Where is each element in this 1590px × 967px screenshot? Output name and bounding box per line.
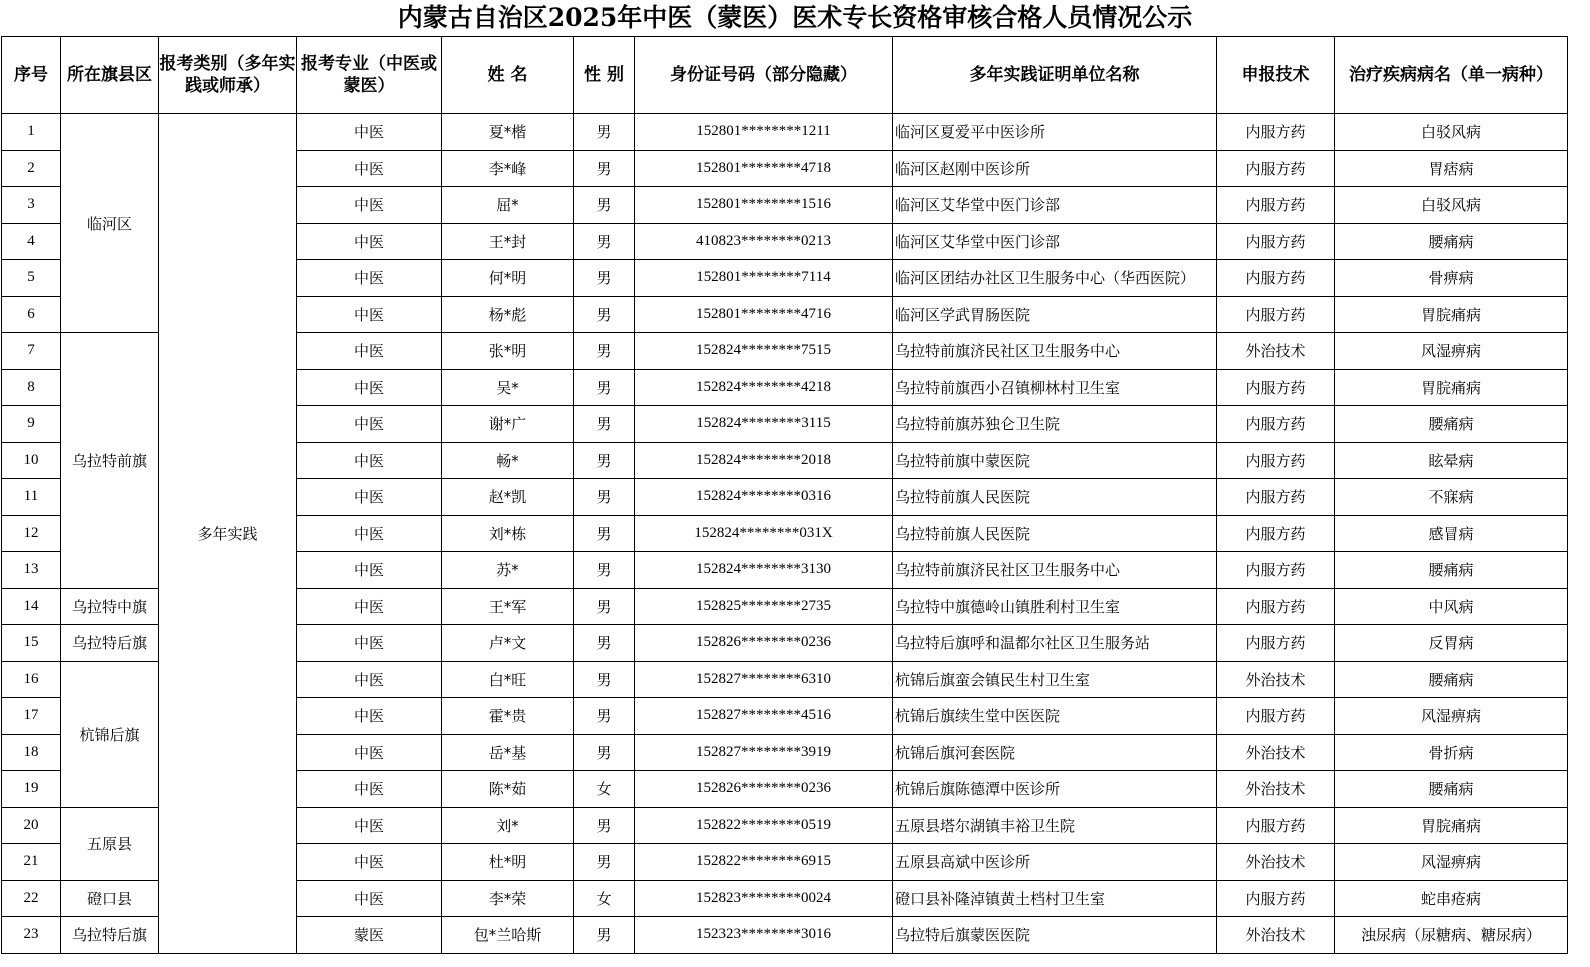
cell-unit: 乌拉特前旗济民社区卫生服务中心 [893, 552, 1217, 589]
cell-seq: 12 [2, 515, 61, 552]
cell-gender: 女 [574, 771, 635, 808]
cell-idno: 410823********0213 [635, 223, 893, 260]
cell-idno: 152824********2018 [635, 442, 893, 479]
cell-gender: 男 [574, 698, 635, 735]
cell-unit: 临河区赵刚中医诊所 [893, 150, 1217, 187]
cell-region: 五原县 [61, 807, 159, 880]
cell-tech: 外治技术 [1217, 734, 1335, 771]
cell-idno: 152827********6310 [635, 661, 893, 698]
cell-major: 中医 [297, 771, 442, 808]
cell-seq: 14 [2, 588, 61, 625]
cell-major: 中医 [297, 479, 442, 516]
cell-disease: 骨痹病 [1335, 260, 1568, 297]
cell-region: 杭锦后旗 [61, 661, 159, 807]
cell-gender: 男 [574, 260, 635, 297]
cell-name: 苏* [442, 552, 574, 589]
cell-disease: 胃脘痛病 [1335, 807, 1568, 844]
cell-name: 包*兰哈斯 [442, 917, 574, 954]
cell-disease: 胃痞病 [1335, 150, 1568, 187]
cell-idno: 152323********3016 [635, 917, 893, 954]
cell-tech: 内服方药 [1217, 114, 1335, 151]
cell-disease: 眩晕病 [1335, 442, 1568, 479]
cell-unit: 乌拉特前旗济民社区卫生服务中心 [893, 333, 1217, 370]
cell-region: 乌拉特后旗 [61, 917, 159, 954]
cell-unit: 杭锦后旗续生堂中医医院 [893, 698, 1217, 735]
cell-unit: 杭锦后旗陈德潭中医诊所 [893, 771, 1217, 808]
cell-disease: 骨折病 [1335, 734, 1568, 771]
cell-disease: 中风病 [1335, 588, 1568, 625]
cell-tech: 内服方药 [1217, 260, 1335, 297]
cell-seq: 21 [2, 844, 61, 881]
cell-seq: 2 [2, 150, 61, 187]
cell-idno: 152824********7515 [635, 333, 893, 370]
cell-tech: 内服方药 [1217, 296, 1335, 333]
cell-unit: 乌拉特前旗人民医院 [893, 479, 1217, 516]
cell-disease: 风湿痹病 [1335, 844, 1568, 881]
cell-tech: 外治技术 [1217, 844, 1335, 881]
cell-unit: 乌拉特后旗蒙医医院 [893, 917, 1217, 954]
cell-tech: 内服方药 [1217, 187, 1335, 224]
cell-disease: 浊尿病（尿糖病、糖尿病） [1335, 917, 1568, 954]
cell-gender: 男 [574, 734, 635, 771]
cell-region: 乌拉特中旗 [61, 588, 159, 625]
cell-major: 中医 [297, 552, 442, 589]
cell-tech: 外治技术 [1217, 771, 1335, 808]
cell-major: 中医 [297, 734, 442, 771]
cell-major: 中医 [297, 625, 442, 662]
cell-idno: 152801********4716 [635, 296, 893, 333]
cell-seq: 17 [2, 698, 61, 735]
cell-idno: 152827********4516 [635, 698, 893, 735]
cell-unit: 乌拉特中旗德岭山镇胜利村卫生室 [893, 588, 1217, 625]
cell-gender: 男 [574, 807, 635, 844]
cell-tech: 内服方药 [1217, 150, 1335, 187]
header-row [2, 37, 1568, 114]
cell-tech: 内服方药 [1217, 406, 1335, 443]
cell-idno: 152801********4718 [635, 150, 893, 187]
cell-seq: 10 [2, 442, 61, 479]
cell-tech: 内服方药 [1217, 515, 1335, 552]
cell-tech: 内服方药 [1217, 880, 1335, 917]
cell-major: 中医 [297, 880, 442, 917]
cell-unit: 临河区艾华堂中医门诊部 [893, 187, 1217, 224]
cell-seq: 4 [2, 223, 61, 260]
header-category: 报考类别（多年实践或师承） [159, 37, 297, 114]
cell-unit: 杭锦后旗河套医院 [893, 734, 1217, 771]
cell-seq: 3 [2, 187, 61, 224]
cell-seq: 8 [2, 369, 61, 406]
cell-major: 中医 [297, 406, 442, 443]
cell-name: 谢*广 [442, 406, 574, 443]
cell-disease: 白驳风病 [1335, 187, 1568, 224]
cell-major: 中医 [297, 150, 442, 187]
cell-disease: 感冒病 [1335, 515, 1568, 552]
header-seq: 序号 [2, 37, 61, 114]
cell-disease: 腰痛病 [1335, 661, 1568, 698]
header-idno: 身份证号码（部分隐藏） [635, 37, 893, 114]
cell-seq: 15 [2, 625, 61, 662]
cell-disease: 胃脘痛病 [1335, 369, 1568, 406]
cell-disease: 胃脘痛病 [1335, 296, 1568, 333]
cell-disease: 风湿痹病 [1335, 698, 1568, 735]
cell-idno: 152822********0519 [635, 807, 893, 844]
table-row [2, 114, 1568, 151]
cell-name: 刘*栋 [442, 515, 574, 552]
cell-disease: 白驳风病 [1335, 114, 1568, 151]
cell-major: 蒙医 [297, 917, 442, 954]
cell-idno: 152824********3115 [635, 406, 893, 443]
cell-major: 中医 [297, 223, 442, 260]
cell-category: 多年实践 [159, 114, 297, 954]
cell-major: 中医 [297, 661, 442, 698]
cell-unit: 磴口县补隆淖镇黄土档村卫生室 [893, 880, 1217, 917]
cell-name: 陈*茹 [442, 771, 574, 808]
cell-gender: 男 [574, 479, 635, 516]
header-unit: 多年实践证明单位名称 [893, 37, 1217, 114]
cell-major: 中医 [297, 187, 442, 224]
cell-idno: 152826********0236 [635, 771, 893, 808]
cell-idno: 152824********3130 [635, 552, 893, 589]
cell-major: 中医 [297, 333, 442, 370]
header-disease: 治疗疾病病名（单一病种） [1335, 37, 1568, 114]
cell-tech: 内服方药 [1217, 442, 1335, 479]
cell-idno: 152826********0236 [635, 625, 893, 662]
cell-unit: 乌拉特后旗呼和温都尔社区卫生服务站 [893, 625, 1217, 662]
cell-tech: 内服方药 [1217, 369, 1335, 406]
qualification-table [1, 36, 1568, 954]
header-name: 姓 名 [442, 37, 574, 114]
header-region: 所在旗县区 [61, 37, 159, 114]
cell-major: 中医 [297, 844, 442, 881]
cell-unit: 临河区团结办社区卫生服务中心（华西医院） [893, 260, 1217, 297]
cell-gender: 男 [574, 187, 635, 224]
cell-disease: 蛇串疮病 [1335, 880, 1568, 917]
cell-major: 中医 [297, 698, 442, 735]
cell-idno: 152801********1516 [635, 187, 893, 224]
cell-name: 刘* [442, 807, 574, 844]
cell-major: 中医 [297, 114, 442, 151]
cell-idno: 152824********0316 [635, 479, 893, 516]
cell-tech: 外治技术 [1217, 661, 1335, 698]
cell-gender: 男 [574, 150, 635, 187]
cell-name: 夏*楷 [442, 114, 574, 151]
cell-seq: 6 [2, 296, 61, 333]
cell-name: 霍*贵 [442, 698, 574, 735]
cell-seq: 20 [2, 807, 61, 844]
cell-idno: 152824********4218 [635, 369, 893, 406]
cell-seq: 7 [2, 333, 61, 370]
cell-disease: 腰痛病 [1335, 223, 1568, 260]
cell-seq: 19 [2, 771, 61, 808]
cell-unit: 杭锦后旗蛮会镇民生村卫生室 [893, 661, 1217, 698]
cell-name: 畅* [442, 442, 574, 479]
cell-idno: 152822********6915 [635, 844, 893, 881]
cell-name: 李*荣 [442, 880, 574, 917]
cell-name: 杨*彪 [442, 296, 574, 333]
header-major: 报考专业（中医或蒙医） [297, 37, 442, 114]
cell-gender: 男 [574, 515, 635, 552]
cell-tech: 内服方药 [1217, 223, 1335, 260]
cell-unit: 乌拉特前旗苏独仑卫生院 [893, 406, 1217, 443]
cell-seq: 13 [2, 552, 61, 589]
cell-name: 王*封 [442, 223, 574, 260]
cell-tech: 内服方药 [1217, 479, 1335, 516]
cell-tech: 内服方药 [1217, 807, 1335, 844]
cell-gender: 男 [574, 406, 635, 443]
cell-gender: 男 [574, 625, 635, 662]
cell-tech: 外治技术 [1217, 333, 1335, 370]
cell-seq: 18 [2, 734, 61, 771]
cell-seq: 9 [2, 406, 61, 443]
cell-region: 乌拉特前旗 [61, 333, 159, 589]
cell-seq: 23 [2, 917, 61, 954]
cell-unit: 临河区艾华堂中医门诊部 [893, 223, 1217, 260]
cell-gender: 男 [574, 917, 635, 954]
table-body [2, 114, 1568, 954]
cell-region: 乌拉特后旗 [61, 625, 159, 662]
cell-major: 中医 [297, 807, 442, 844]
cell-disease: 腰痛病 [1335, 406, 1568, 443]
cell-disease: 腰痛病 [1335, 771, 1568, 808]
cell-major: 中医 [297, 515, 442, 552]
cell-gender: 男 [574, 296, 635, 333]
cell-tech: 内服方药 [1217, 625, 1335, 662]
cell-tech: 内服方药 [1217, 698, 1335, 735]
cell-gender: 女 [574, 880, 635, 917]
cell-idno: 152827********3919 [635, 734, 893, 771]
cell-name: 李*峰 [442, 150, 574, 187]
cell-gender: 男 [574, 114, 635, 151]
cell-unit: 临河区夏爱平中医诊所 [893, 114, 1217, 151]
cell-gender: 男 [574, 552, 635, 589]
cell-disease: 不寐病 [1335, 479, 1568, 516]
cell-major: 中医 [297, 369, 442, 406]
cell-unit: 乌拉特前旗中蒙医院 [893, 442, 1217, 479]
cell-major: 中医 [297, 588, 442, 625]
cell-idno: 152823********0024 [635, 880, 893, 917]
cell-name: 赵*凯 [442, 479, 574, 516]
cell-name: 张*明 [442, 333, 574, 370]
cell-name: 卢*文 [442, 625, 574, 662]
cell-idno: 152801********7114 [635, 260, 893, 297]
cell-disease: 反胃病 [1335, 625, 1568, 662]
cell-name: 白*旺 [442, 661, 574, 698]
cell-major: 中医 [297, 442, 442, 479]
cell-name: 何*明 [442, 260, 574, 297]
cell-unit: 临河区学武胃肠医院 [893, 296, 1217, 333]
cell-tech: 外治技术 [1217, 917, 1335, 954]
cell-name: 屈* [442, 187, 574, 224]
cell-seq: 22 [2, 880, 61, 917]
cell-gender: 男 [574, 333, 635, 370]
cell-unit: 五原县塔尔湖镇丰裕卫生院 [893, 807, 1217, 844]
page-title: 内蒙古自治区2025年中医（蒙医）医术专长资格审核合格人员情况公示 [397, 3, 1193, 32]
cell-gender: 男 [574, 223, 635, 260]
cell-seq: 11 [2, 479, 61, 516]
cell-idno: 152801********1211 [635, 114, 893, 151]
cell-idno: 152824********031X [635, 515, 893, 552]
cell-gender: 男 [574, 588, 635, 625]
cell-name: 吴* [442, 369, 574, 406]
cell-unit: 乌拉特前旗西小召镇柳林村卫生室 [893, 369, 1217, 406]
cell-seq: 16 [2, 661, 61, 698]
cell-name: 岳*基 [442, 734, 574, 771]
cell-region: 临河区 [61, 114, 159, 333]
cell-gender: 男 [574, 844, 635, 881]
cell-gender: 男 [574, 442, 635, 479]
cell-disease: 风湿痹病 [1335, 333, 1568, 370]
cell-name: 王*军 [442, 588, 574, 625]
cell-major: 中医 [297, 260, 442, 297]
cell-unit: 五原县高斌中医诊所 [893, 844, 1217, 881]
cell-idno: 152825********2735 [635, 588, 893, 625]
cell-disease: 腰痛病 [1335, 552, 1568, 589]
cell-unit: 乌拉特前旗人民医院 [893, 515, 1217, 552]
cell-gender: 男 [574, 661, 635, 698]
cell-seq: 1 [2, 114, 61, 151]
header-tech: 申报技术 [1217, 37, 1335, 114]
header-gender: 性 别 [574, 37, 635, 114]
cell-gender: 男 [574, 369, 635, 406]
cell-tech: 内服方药 [1217, 588, 1335, 625]
cell-seq: 5 [2, 260, 61, 297]
cell-name: 杜*明 [442, 844, 574, 881]
cell-region: 磴口县 [61, 880, 159, 917]
cell-tech: 内服方药 [1217, 552, 1335, 589]
cell-major: 中医 [297, 296, 442, 333]
